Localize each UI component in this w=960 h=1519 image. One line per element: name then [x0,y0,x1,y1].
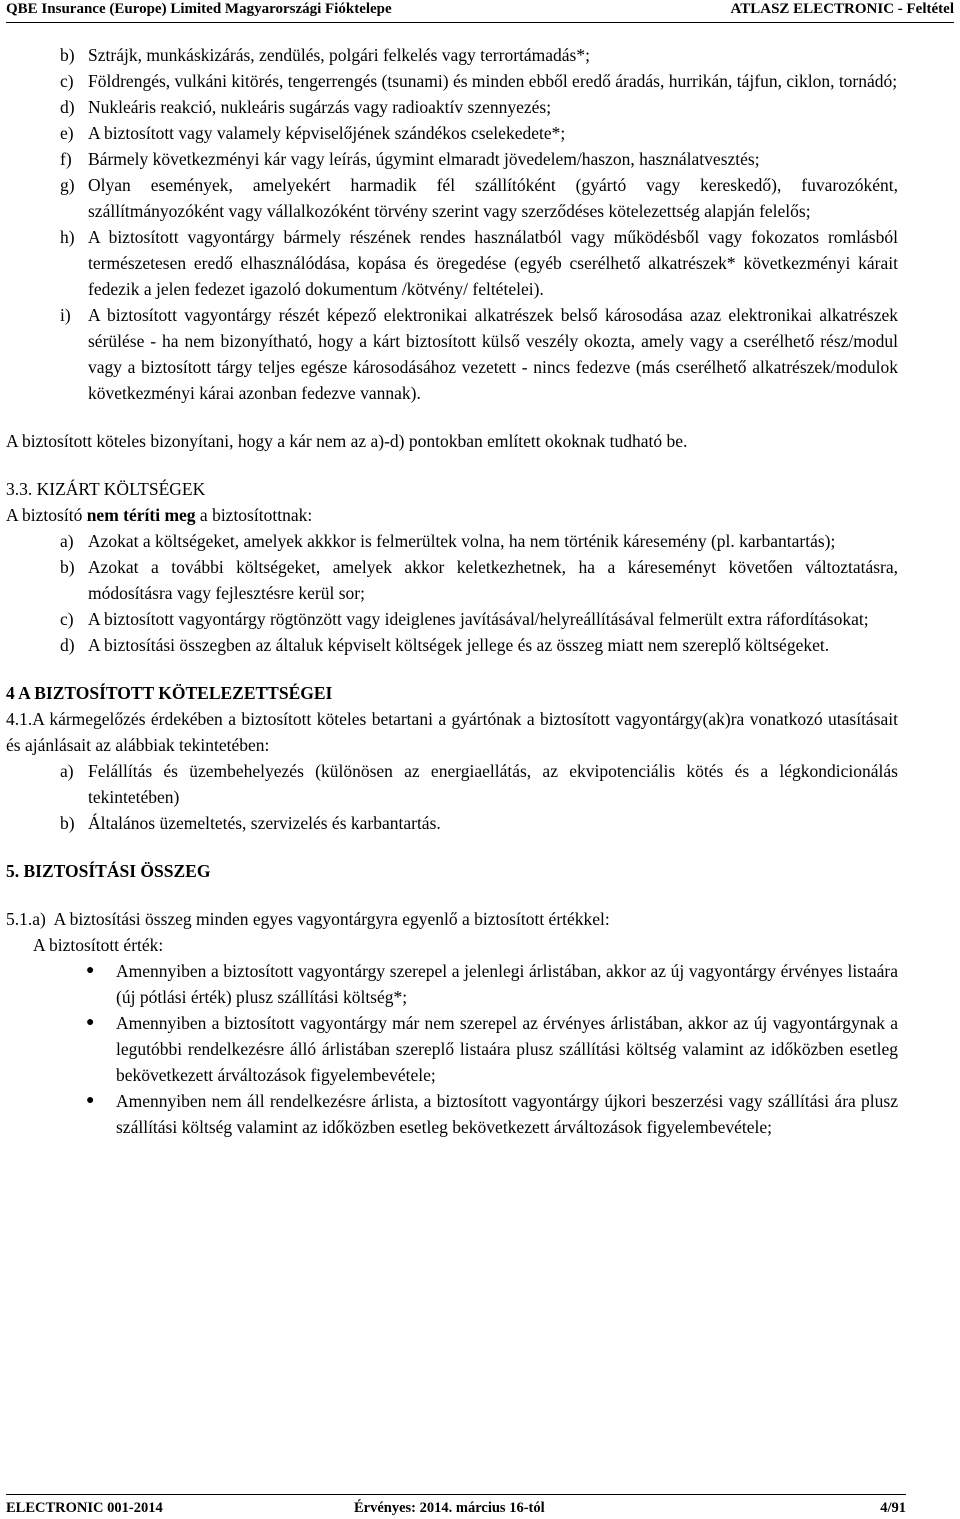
section-3-3-title: 3.3. KIZÁRT KÖLTSÉGEK [6,479,206,499]
item-text: Amennyiben a biztosított vagyontárgy már nem szerepel az érvényes árlistában, akkor az új vagyontárgynak a legutóbbi rendelkezésre álló árlistában szereplő listaára plusz szállítási költség valamint az időközben esetleg bekövetkezett árváltozások figyelembevétele; [116,1013,898,1085]
list-item [60,94,898,120]
bullet-icon: ● [86,1015,95,1030]
list-item [60,146,898,172]
item-text: A biztosított vagyontárgy részét képező elektronikai alkatrészek belső károsodása azaz elektronikai alkatrészek sérülése - ha nem bizonyítható, hogy a kárt biztosított külső veszély okozta, amely vagy a cserélhető rész/modul vagy a biztosított tárgy teljes egésze károsodásához vezetett - nincs fedezve (más cserélhető alkatrészek/modulok következményi kárai azonban fedezve vannak). [88,305,898,403]
page-footer [6,1494,906,1519]
list-item [60,224,898,302]
header-company: QBE Insurance (Europe) Limited Magyarországi Fióktelepe [6,1,392,17]
item-label: c) [60,71,74,91]
list-item [60,632,898,658]
item-text: Azokat a költségeket, amelyek akkkor is felmerültek volna, ha nem történik káresemény (pl. karbantartás); [88,531,836,551]
list-item [86,1088,898,1140]
item-label: c) [60,609,74,629]
item-label: a) [60,761,74,781]
section-4-1-intro: 4.1.A kármegelőzés érdekében a biztosított köteles betartani a gyártónak a biztosított vagyontárgy(ak)ra vonatkozó utasításait és ajánlásait az alábbiak tekintetében: [6,709,898,755]
item-text: Földrengés, vulkáni kitörés, tengerrengés (tsunami) és minden ebből eredő áradás, hurrikán, tájfun, ciklon, tornádó; [88,71,898,91]
intro-text: A biztosító [6,505,87,525]
item-text: A biztosítási összegben az általuk képviselt költségek jellege és az összeg miatt nem szereplő költségeket. [88,635,830,655]
excluded-costs-list [6,528,898,658]
list-item [60,528,898,554]
item-label: g) [60,175,75,195]
insured-value-label: A biztosított érték: [33,935,164,955]
item-label: f) [60,149,72,169]
item-text: A biztosított vagyontárgy bármely részének rendes használatból vagy működésből vagy fokozatos romlásból természetesen eredő elhasználódása, kopása és öregedése (egyéb cserélhető alkatrészek* következményi kárait fedezik a jelen fedezet igazoló dokumentum /kötvény/ feltételei). [88,227,898,299]
intro-emphasis: nem téríti meg [86,505,196,525]
item-text: A biztosított vagyontárgy rögtönzött vagy ideiglenes javításával/helyreállításával felmerült extra ráfordításokat; [88,609,869,629]
item-text: Bármely következményi kár vagy leírás, úgymint elmaradt jövedelem/haszon, használatvesztés; [88,149,760,169]
item-text: Amennyiben a biztosított vagyontárgy szerepel a jelenlegi árlistában, akkor az új vagyontárgy érvényes listaára (új pótlási érték) plusz szállítási költség*; [116,961,898,1007]
section-5-title: 5. BIZTOSÍTÁSI ÖSSZEG [6,861,211,881]
list-item [60,172,898,224]
section-5-1-intro: 5.1.a) A biztosítási összeg minden egyes vagyontárgyra egyenlő a biztosított értékkel: [6,909,610,929]
list-item [60,758,898,810]
document-body [6,42,898,1140]
list-item [86,1010,898,1088]
item-text: Azokat a további költségeket, amelyek akkor keletkezhetnek, ha a káreseményt követően változtatásra, módosításra vagy fejlesztésre kerül sor; [88,557,898,603]
item-label: d) [60,97,75,117]
list-item [86,958,898,1010]
footer-page-number: 4/91 [880,1500,906,1516]
item-text: Nukleáris reakció, nukleáris sugárzás vagy radioaktív szennyezés; [88,97,552,117]
item-label: b) [60,557,75,577]
obligations-list [6,758,898,836]
intro-text: a biztosítottnak: [195,505,313,525]
item-text: Sztrájk, munkáskizárás, zendülés, polgári felkelés vagy terrortámadás*; [88,45,590,65]
item-label: a) [60,531,74,551]
list-item [60,120,898,146]
list-item [60,42,898,68]
item-label: i) [60,305,71,325]
list-item [60,606,898,632]
section-3-3-intro [6,502,898,528]
item-label: b) [60,45,75,65]
footer-validity: Érvényes: 2014. március 16-tól [354,1500,545,1516]
item-text: Általános üzemeltetés, szervizelés és karbantartás. [88,813,441,833]
bullet-icon: ● [86,963,95,978]
item-label: e) [60,123,74,143]
list-item [60,302,898,406]
item-label: h) [60,227,75,247]
item-label: d) [60,635,75,655]
exclusions-list [6,42,898,406]
list-item [60,554,898,606]
list-item [60,810,898,836]
bullet-list [6,958,898,1140]
list-item [60,68,898,94]
page-header [6,0,954,23]
section-4-title: 4 A BIZTOSÍTOTT KÖTELEZETTSÉGEI [6,683,333,703]
item-text: Amennyiben nem áll rendelkezésre árlista, a biztosított vagyontárgy újkori beszerzési vagy szállítási ára plusz szállítási költség valamint az időközben esetleg bekövetkezett árváltozások figyelembevétele; [116,1091,898,1137]
bullet-icon: ● [86,1093,95,1108]
footer-doc-code: ELECTRONIC 001-2014 [6,1500,163,1516]
item-text: Olyan események, amelyekért harmadik fél szállítóként (gyártó vagy kereskedő), fuvarozóként, szállítmányozóként vagy vállalkozóként törvény szerint vagy szerződéses kötelezettség alapján felelős; [88,175,898,221]
proof-sentence: A biztosított köteles bizonyítani, hogy a kár nem az a)-d) pontokban említett okoknak tudható be. [6,431,688,451]
item-label: b) [60,813,75,833]
item-text: Felállítás és üzembehelyezés (különösen az energiaellátás, az ekvipotenciális kötés és a légkondicionálás tekintetében) [88,761,898,807]
item-text: A biztosított vagy valamely képviselőjének szándékos cselekedete*; [88,123,566,143]
header-doc-title: ATLASZ ELECTRONIC - Feltétel [730,1,954,17]
